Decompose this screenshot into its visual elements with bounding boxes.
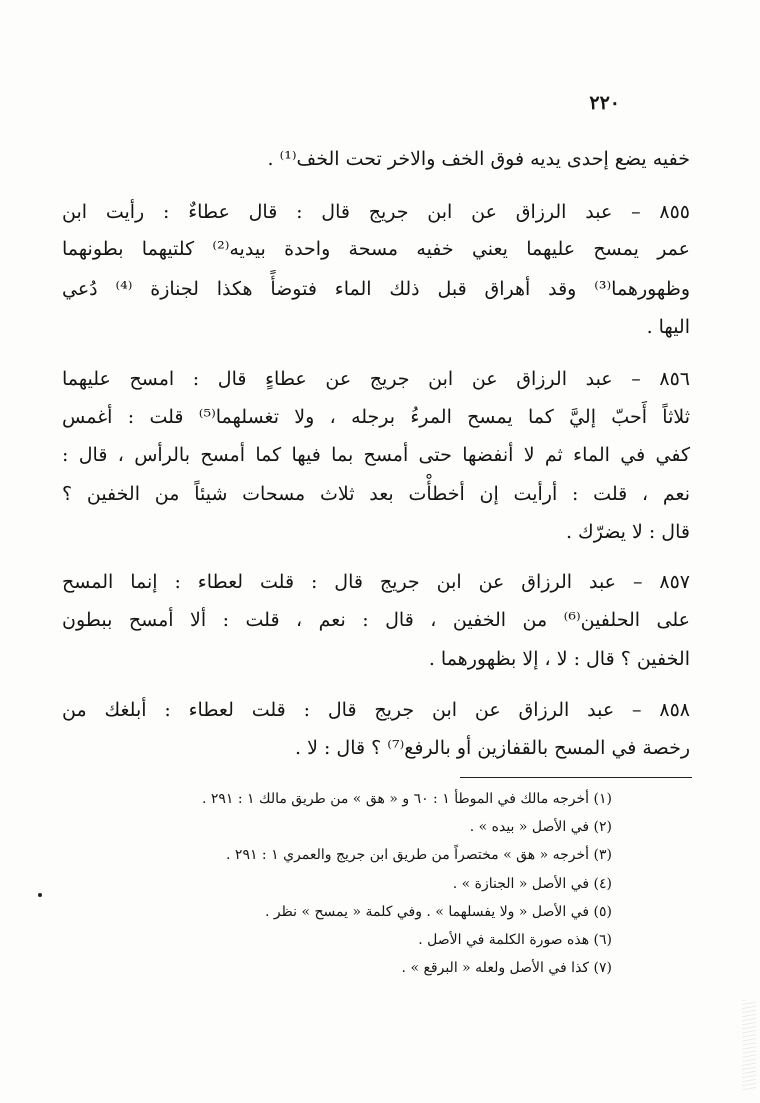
footnote: (٤) في الأصل « الجنازة » . — [452, 876, 612, 892]
text-line: رخصة في المسح بالقفازين أو بالرفع⁽⁷⁾ ؟ قال : لا . — [295, 737, 690, 759]
text-line: ٨٥٦ – عبد الرزاق عن ابن جريج عن عطاءٍ قال : امسح عليهما — [62, 368, 690, 390]
text-line: كفي في الماء ثم لا أنفضها حتى أمسح بما فيها كما أمسح بالرأس ، قال : — [62, 444, 690, 466]
footnote: (٥) في الأصل « ولا يفسلهما » . وفي كلمة « يمسح » نظر . — [265, 904, 612, 920]
text-line: قال : لا يضرّك . — [565, 521, 690, 543]
text-line: خفيه يضع إحدى يديه فوق الخف والاخر تحت الخف⁽¹⁾ . — [267, 148, 690, 170]
text-line: على الحلفين⁽⁶⁾ من الخفين ، قال : نعم ، قلت : ألا أمسح ببطون — [62, 609, 690, 631]
text-line: وظهورهما⁽³⁾ وقد أهراق قبل ذلك الماء فتوضأً هكذا لجنازة ⁽⁴⁾ دُعي — [62, 278, 690, 300]
text-line: ٨٥٨ – عبد الرزاق عن ابن جريج قال : قلت لعطاء : أبلغك من — [62, 699, 690, 721]
footnote: (١) أخرجه مالك في الموطأ ١ : ٦٠ و « هق » من طريق مالك ١ : ٢٩١ . — [201, 791, 612, 807]
footnote: (٣) أخرجه « هق » مختصراً من طريق ابن جريج والعمري ١ : ٢٩١ . — [226, 847, 612, 863]
text-line: نعم ، قلت : أرأيت إن أخطأْت بعد ثلاث مسحات شيئاً من الخفين ؟ — [62, 483, 690, 505]
text-line: اليها . — [646, 316, 690, 338]
page-number: ٢٢٠ — [589, 92, 620, 114]
footnote: (٦) هذه صورة الكلمة في الأصل . — [418, 932, 612, 948]
text-line: ثلاثاً أَحبّ إليَّ كما يمسح المرءُ برجله ، ولا تغسلهما⁽⁵⁾ قلت : أغمس — [62, 406, 691, 428]
footnote: (٢) في الأصل « بيده » . — [469, 819, 612, 835]
page-edge-texture — [742, 1000, 756, 1090]
ink-speck — [38, 893, 42, 897]
footnote: (٧) كذا في الأصل ولعله « البرقع » . — [401, 960, 612, 976]
footnote-separator — [460, 777, 692, 778]
text-line: ٨٥٥ – عبد الرزاق عن ابن جريج قال : قال عطاءٌ : رأيت ابن — [62, 201, 690, 223]
text-line: الخفين ؟ قال : لا ، إلا بظهورهما . — [428, 648, 690, 670]
text-line: ٨٥٧ – عبد الرزاق عن ابن جريج قال : قلت لعطاء : إنما المسح — [62, 571, 690, 593]
text-line: عمر يمسح عليهما يعني خفيه مسحة واحدة بيديه⁽²⁾ كلتيهما بطونهما — [62, 238, 690, 260]
